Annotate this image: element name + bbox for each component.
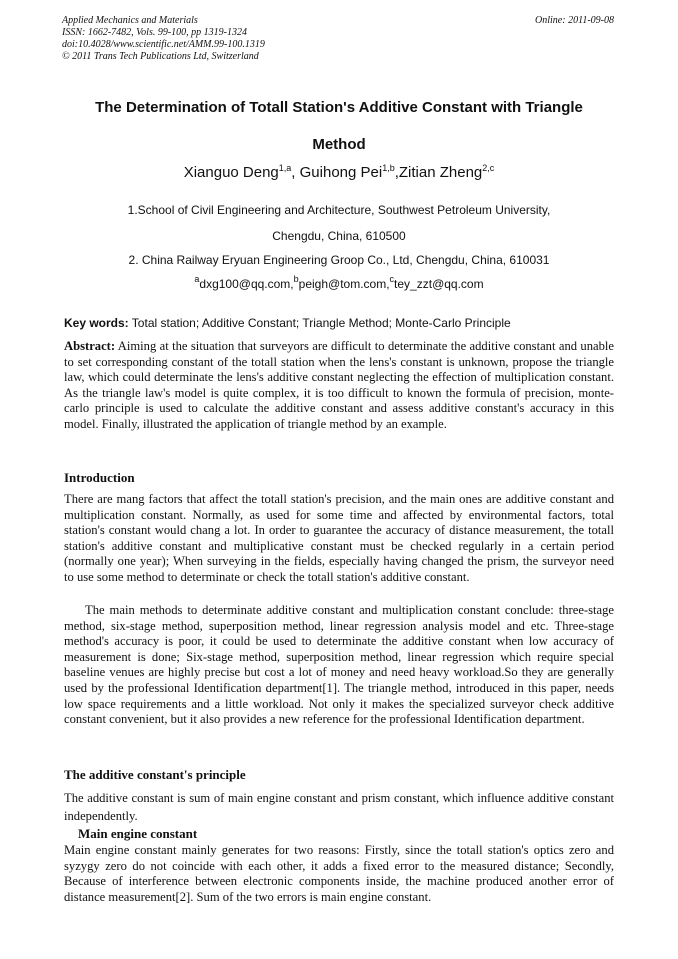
email-address: tey_zzt@qq.com [394, 277, 484, 291]
email-address: peigh@tom.com, [298, 277, 390, 291]
abstract-label: Abstract: [64, 339, 116, 353]
journal-name: Applied Mechanics and Materials [62, 15, 198, 26]
introduction-paragraph-2: The main methods to determinate additive constant and multiplication constant conclude: three-stage method, six-stage method, superposition method, linear regression analysis model and etc. Three-stage method's accuracy is poor, it could be used to determinate the additive constant when low accuracy of measurement is done; Six-stage method, superposition method, linear regression which require special baseline venues are highly precise but cost a lot of money and need heavy workload.So they are generally used by the professional Identification department[1]. The triangle method, introduced in this paper, needs low space requirements and a little workload. Not only it makes the specialized surveyor check additive constant convenient, but it also provides a new reference for the professional Identification department. [64, 603, 614, 727]
affiliation-1-city: Chengdu, China, 610500 [272, 229, 406, 243]
author-name: Zitian Zheng [398, 164, 483, 181]
author-affiliation-mark: 2,c [482, 163, 495, 173]
keywords-label: Key words: [64, 316, 129, 330]
section-heading-principle: The additive constant's principle [64, 767, 246, 782]
author-affiliation-mark: 1,a [278, 163, 292, 173]
title-line-1: The Determination of Totall Station's Additive Constant with Triangle [95, 99, 583, 116]
principle-paragraph: The additive constant is sum of main engine constant and prism constant, which influence additive constant independently. [64, 791, 614, 823]
author-affiliation-mark: 1,b [382, 163, 395, 173]
email-mark: c [389, 274, 395, 284]
author-name: Xianguo Deng [183, 164, 279, 181]
header-citation [62, 15, 614, 63]
affiliation-2: 2. China Railway Eryuan Engineering Groop Co., Ltd, Chengdu, China, 610031 [128, 253, 550, 267]
email-address: dxg100@qq.com, [199, 277, 294, 291]
introduction-paragraph-1: There are mang factors that affect the totall station's precision, and the main ones are additive constant and multiplication constant. Normally, as used for some time and affected by environmental factors, total station's constant would chang a lot. In order to guarantee the accuracy of distance measurement, the totall station's additive constant and multiplicative constant must be checked regularly in a certain period (normally one year); When surveying in the fields, especially having changed the prism, the surveyor need to use some method to determinate or check the totall station's additive constant. [64, 492, 614, 584]
copyright-line: © 2011 Trans Tech Publications Ltd, Switzerland [62, 51, 259, 62]
email-mark: b [293, 274, 299, 284]
email-mark: a [194, 274, 200, 284]
author-separator: , [291, 164, 300, 181]
doi-line: doi:10.4028/www.scientific.net/AMM.99-100.1319 [62, 39, 265, 50]
affiliation-1: 1.School of Civil Engineering and Architecture, Southwest Petroleum University, [127, 203, 551, 217]
author-list [0, 164, 678, 181]
keywords [64, 316, 614, 330]
section-heading-introduction: Introduction [64, 470, 135, 485]
online-date: Online: 2011-09-08 [535, 15, 614, 26]
main-engine-constant-paragraph: Main engine constant mainly generates for two reasons: Firstly, since the totall station's optics zero and syzygy zero do not coincide with each other, it adds a fixed error to the measured distance; Secondly, Because of interference between electronic components inside, the machine produced another error of distance measurement[2]. Sum of the two errors is main engine constant. [64, 843, 614, 904]
keywords-text: Total station; Additive Constant; Triangle Method; Monte-Carlo Principle [128, 316, 511, 330]
author-separator: , [394, 164, 399, 181]
abstract [64, 339, 614, 433]
author-name: Guihong Pei [299, 164, 383, 181]
title-line-2: Method [312, 136, 366, 153]
issn-line: ISSN: 1662-7482, Vols. 99-100, pp 1319-1324 [62, 27, 247, 38]
abstract-text: Aiming at the situation that surveyors are difficult to determinate the additive constant and unable to set corresponding constant of the totall station when the lens's constant is unknown, propose the triangle law, which could determinate the lens's additive constant neglecting the effection of multiplication constant. As the triangle law's model is quite complex, it is too difficult to known the formula of precision, monte-carlo principle is used to calculate the additive constant and assess additive constant's accuracy in this model. Finally, illustrated the application of triangle method by an example. [64, 339, 614, 431]
subsection-heading-main-engine-constant: Main engine constant [78, 826, 198, 841]
paper-title [40, 89, 638, 163]
journal-header [62, 15, 614, 63]
author-emails [0, 274, 678, 291]
